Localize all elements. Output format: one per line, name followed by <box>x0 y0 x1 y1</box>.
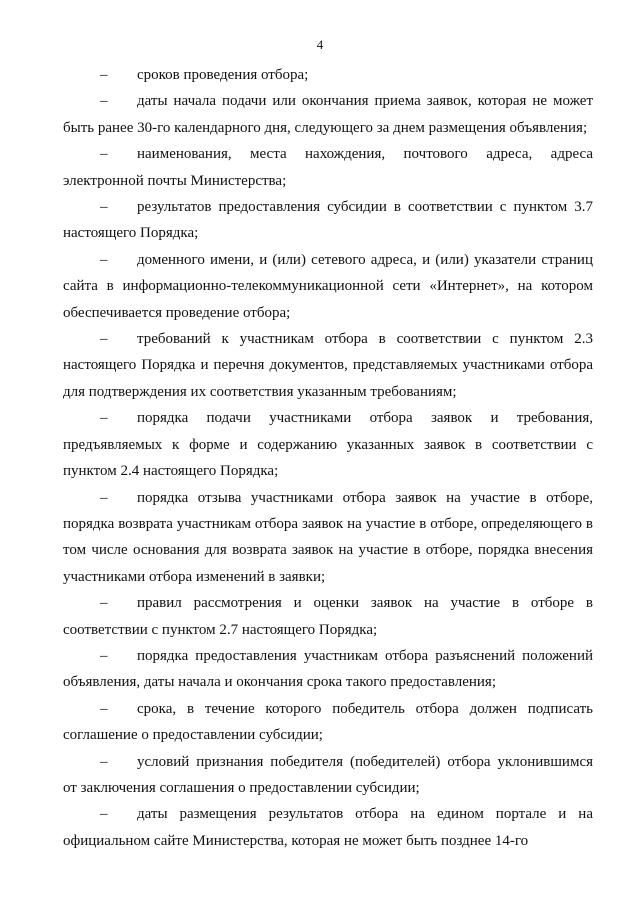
list-item-text: порядка предоставления участникам отбора разъяснений положений объявления, даты начала и окончания срока такого предоставления; <box>63 647 593 691</box>
list-item-text: порядка подачи участниками отбора заявок и требования, предъявляемых к форме и содержанию указанных заявок в соответствии с пунктом 2.4 настоящего Порядка; <box>63 410 593 480</box>
list-item-text: условий признания победителя (победителей) отбора уклонившимся от заключения соглашения о предоставлении субсидии; <box>63 753 593 796</box>
list-dash: – <box>100 410 108 427</box>
list-item <box>63 88 593 141</box>
page-number: 4 <box>316 37 324 52</box>
list-dash: – <box>100 67 108 83</box>
list-item-text: даты начала подачи или окончания приема заявок, которая не может быть ранее 30-го календарного дня, следующего за днем размещения объявления; <box>63 93 593 136</box>
list-item-text: даты размещения результатов отбора на едином портале и на официальном сайте Министерства, которая не может быть позднее 14-го <box>63 806 593 849</box>
list-dash: – <box>100 700 108 717</box>
list-dash: – <box>100 753 108 770</box>
list-item <box>63 62 593 88</box>
list-dash: – <box>100 251 108 268</box>
list-item-text: срока, в течение которого победитель отбора должен подписать соглашение о предоставлении субсидии; <box>63 700 593 744</box>
list-item <box>63 696 593 749</box>
list-dash: – <box>100 489 108 506</box>
list-dash: – <box>100 806 108 823</box>
list-item <box>63 749 593 802</box>
list-dash: – <box>100 595 108 612</box>
list-item-text: наименования, места нахождения, почтового адреса, адреса электронной почты Министерства; <box>63 146 593 189</box>
list-item <box>63 405 593 484</box>
list-item-text: результатов предоставления субсидии в соответствии с пунктом 3.7 настоящего Порядка; <box>63 199 593 242</box>
list-item <box>63 194 593 247</box>
list-item <box>63 326 593 405</box>
list-dash: – <box>100 331 108 348</box>
list-item <box>63 247 593 326</box>
list-item-text: сроков проведения отбора; <box>137 67 309 83</box>
list-item <box>63 485 593 591</box>
list-item <box>63 590 593 643</box>
list-item <box>63 801 593 854</box>
list-item-text: требований к участникам отбора в соответствии с пунктом 2.3 настоящего Порядка и перечня документов, представляемых участниками отбора для подтверждения их соответствия указанным требованиям; <box>63 331 593 400</box>
list-dash: – <box>100 199 108 216</box>
list-item-text: порядка отзыва участниками отбора заявок на участие в отборе, порядка возврата участникам отбора заявок на участие в отборе, определяющего в том числе основания для возврата заявок на участие в отборе, порядка внесения участниками отбора изменений в заявки; <box>63 489 593 585</box>
list-dash: – <box>100 146 108 163</box>
list-item <box>63 141 593 194</box>
list-item-text: доменного имени, и (или) сетевого адреса, и (или) указатели страниц сайта в информационно-телекоммуникационной сети «Интернет», на котором обеспечивается проведение отбора; <box>63 251 593 321</box>
list-item <box>63 643 593 696</box>
list-dash: – <box>100 93 108 110</box>
list-item-text: правил рассмотрения и оценки заявок на участие в отборе в соответствии с пунктом 2.7 настоящего Порядка; <box>63 595 593 638</box>
document-body <box>63 62 593 854</box>
list-dash: – <box>100 647 108 664</box>
